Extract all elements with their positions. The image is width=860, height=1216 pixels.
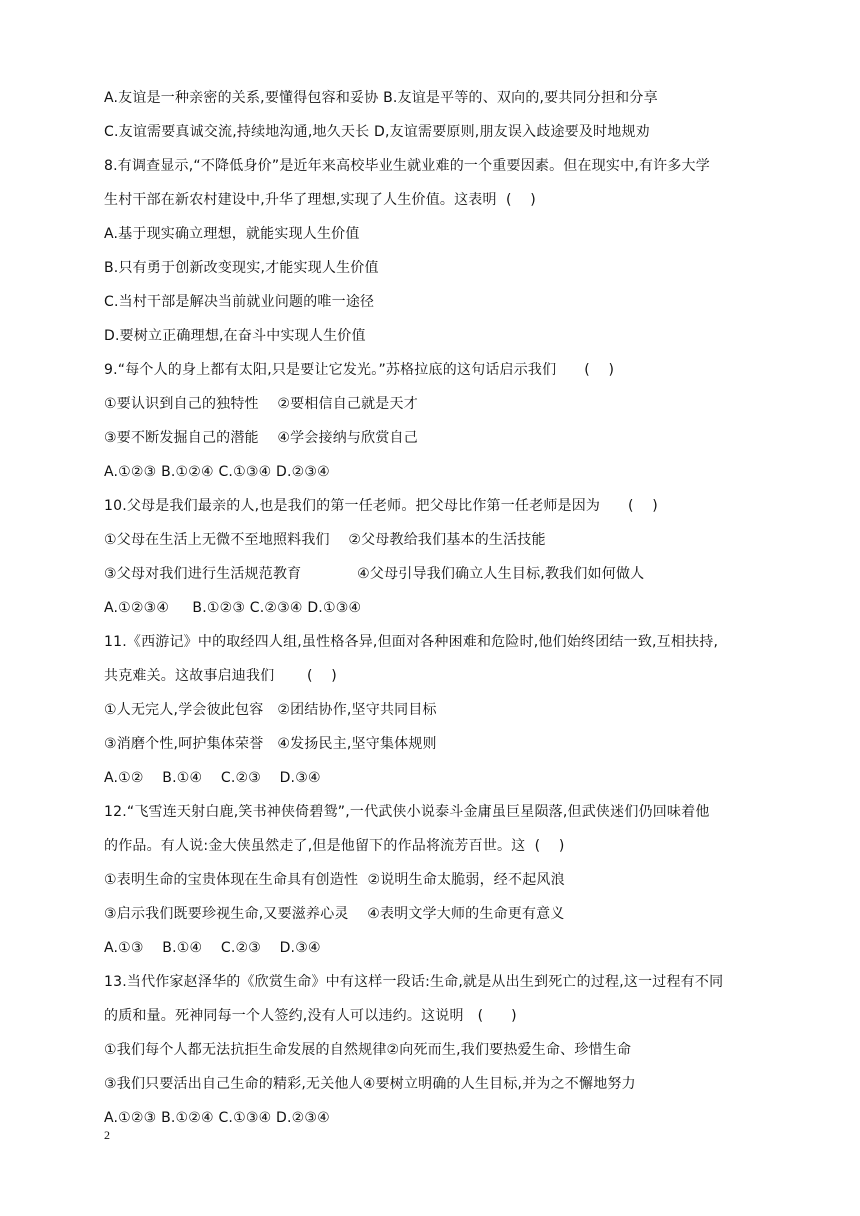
question-10-options: A.①②③④ B.①②③ C.②③④ D.①③④ — [104, 600, 362, 616]
question-12-items-1: ①表明生命的宝贵体现在生命具有创造性 ②说明生命太脆弱，经不起风浪 — [104, 872, 565, 888]
question-8-option-c: C.当村干部是解决当前就业问题的唯一途径 — [104, 294, 375, 310]
question-12-items-2: ③启示我们既要珍视生命,又要滋养心灵 ④表明文学大师的生命更有意义 — [104, 906, 565, 922]
question-8-option-a: A.基于现实确立理想，就能实现人生价值 — [104, 226, 360, 242]
option-line-a: A.友谊是一种亲密的关系,要懂得包容和妥协 B.友谊是平等的、双向的,要共同分担和分享 — [104, 90, 658, 106]
question-11-items-2: ③消磨个性,呵护集体荣誉 ④发扬民主,坚守集体规则 — [104, 736, 437, 752]
question-10-items-2: ③父母对我们进行生活规范教育 ④父母引导我们确立人生目标,教我们如何做人 — [104, 566, 645, 582]
question-13-options: A.①②③ B.①②④ C.①③④ D.②③④ — [104, 1110, 330, 1126]
option-line-c: C.友谊需要真诚交流,持续地沟通,地久天长 D,友谊需要原则,朋友误入歧途要及时地规劝 — [104, 124, 650, 140]
question-10-stem: 10.父母是我们最亲的人,也是我们的第一任老师。把父母比作第一任老师是因为 ( ) — [104, 498, 658, 514]
question-8-option-b: B.只有勇于创新改变现实,才能实现人生价值 — [104, 260, 379, 276]
question-8-stem-cont: 生村干部在新农村建设中,升华了理想,实现了人生价值。这表明 ( ) — [104, 192, 536, 208]
question-12-stem-cont: 的作品。有人说:金大侠虽然走了,但是他留下的作品将流芳百世。这 ( ) — [104, 838, 565, 854]
question-13-items-1: ①我们每个人都无法抗拒生命发展的自然规律②向死而生,我们要热爱生命、珍惜生命 — [104, 1042, 632, 1058]
question-9-items-1: ①要认识到自己的独特性 ②要相信自己就是天才 — [104, 396, 418, 412]
question-12-stem: 12.“飞雪连天射白鹿,笑书神侠倚碧鸳”,一代武侠小说泰斗金庸虽巨星陨落,但武侠迷们仍回味着他 — [104, 804, 710, 820]
question-9-options: A.①②③ B.①②④ C.①③④ D.②③④ — [104, 464, 330, 480]
question-8-stem: 8.有调查显示,“不降低身价”是近年来高校毕业生就业难的一个重要因素。但在现实中,有许多大学 — [104, 158, 710, 174]
question-9-stem: 9.“每个人的身上都有太阳,只是要让它发光。”苏格拉底的这句话启示我们 ( ) — [104, 362, 615, 378]
question-12-options: A.①③ B.①④ C.②③ D.③④ — [104, 940, 321, 956]
page-number: 2 — [104, 1128, 110, 1142]
question-13-stem: 13.当代作家赵泽华的《欣赏生命》中有这样一段话:生命,就是从出生到死亡的过程,这一过程有不同 — [104, 974, 724, 990]
question-11-options: A.①② B.①④ C.②③ D.③④ — [104, 770, 321, 786]
question-13-stem-cont: 的质和量。死神同每一个人签约,没有人可以违约。这说明 ( ) — [104, 1008, 517, 1024]
question-8-option-d: D.要树立正确理想,在奋斗中实现人生价值 — [104, 328, 366, 344]
question-11-stem: 11.《西游记》中的取经四人组,虽性格各异,但面对各种困难和危险时,他们始终团结一致,互相扶持, — [104, 634, 719, 650]
question-9-items-2: ③要不断发掘自己的潜能 ④学会接纳与欣赏自己 — [104, 430, 418, 446]
question-13-items-2: ③我们只要活出自己生命的精彩,无关他人④要树立明确的人生目标,并为之不懈地努力 — [104, 1076, 636, 1092]
question-11-items-1: ①人无完人,学会彼此包容 ②团结协作,坚守共同目标 — [104, 702, 437, 718]
question-10-items-1: ①父母在生活上无微不至地照料我们 ②父母教给我们基本的生活技能 — [104, 532, 546, 548]
question-11-stem-cont: 共克难关。这故事启迪我们 ( ) — [104, 668, 337, 684]
